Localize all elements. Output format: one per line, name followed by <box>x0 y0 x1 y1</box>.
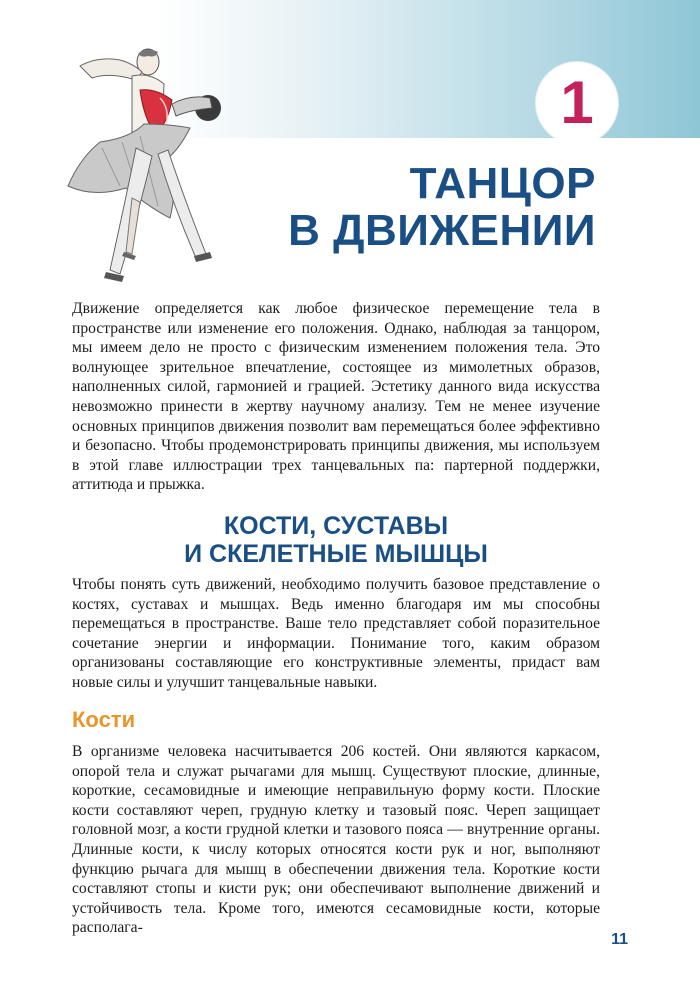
intro-paragraph: Движение определяется как любое физическое перемещение тела в пространстве или изменение его положения. Однако, наблюдая за танцором, мы имеем дело не просто с физическим изменением положения тела. Это волнующее зрительное впечатление, состоящее из мимолетных образов, наполненных силой, гармонией и грацией. Эстетику данного вида искусства невозможно принести в жертву научному анализу. Тем не менее изучение основных принципов движения позволит вам перемещаться более эффективно и безопасно. Чтобы продемонстрировать принципы движения, мы используем в этой главе иллюстрации трех танцевальных па: партерной поддержки, аттитюда и прыжка. <box>72 300 600 494</box>
section-heading <box>72 512 600 568</box>
section-paragraph: Чтобы понять суть движений, необходимо получить базовое представление о костях, суставах и мышцах. Ведь именно благодаря им мы способны перемещаться в пространстве. Ваше тело представляет собой поразительное сочетание энергии и информации. Понимание того, каким образом организованы составляющие его конструктивные элементы, придаст вам новые силы и улучшит танцевальные навыки. <box>72 576 600 691</box>
section-heading-line-2: И СКЕЛЕТНЫЕ МЫШЦЫ <box>184 540 488 568</box>
dancers-illustration-icon <box>40 38 270 288</box>
section-heading-line-1: КОСТИ, СУСТАВЫ <box>223 512 449 540</box>
bones-heading: Кости <box>72 707 136 732</box>
chapter-number-badge <box>536 62 618 144</box>
bones-paragraph: В организме человека насчитывается 206 костей. Они являются каркасом, опорой тела и служат рычагами для мышц. Существуют плоские, длинные, короткие, сесамовидные и имеющие неправильную форму кости. Плоские кости составляют череп, грудную клетку и тазовый пояс. Череп защищает головной мозг, а кости грудной клетки и тазового пояса — внутренние органы. Длинные кости, к числу которых относятся кости рук и ног, выполняют функцию рычага для мышц в обеспечении движения тела. Короткие кости составляют стопы и кисти рук; они обеспечивают выполнение движений и устойчивость тела. Кроме того, имеются сесамовидные кости, которые располага- <box>72 743 600 937</box>
chapter-title-line-1: ТАНЦОР <box>409 159 596 208</box>
chapter-title <box>288 160 596 254</box>
chapter-title-line-2: В ДВИЖЕНИИ <box>288 206 596 255</box>
chapter-number: 1 <box>560 69 594 136</box>
page-number: 11 <box>611 931 628 948</box>
